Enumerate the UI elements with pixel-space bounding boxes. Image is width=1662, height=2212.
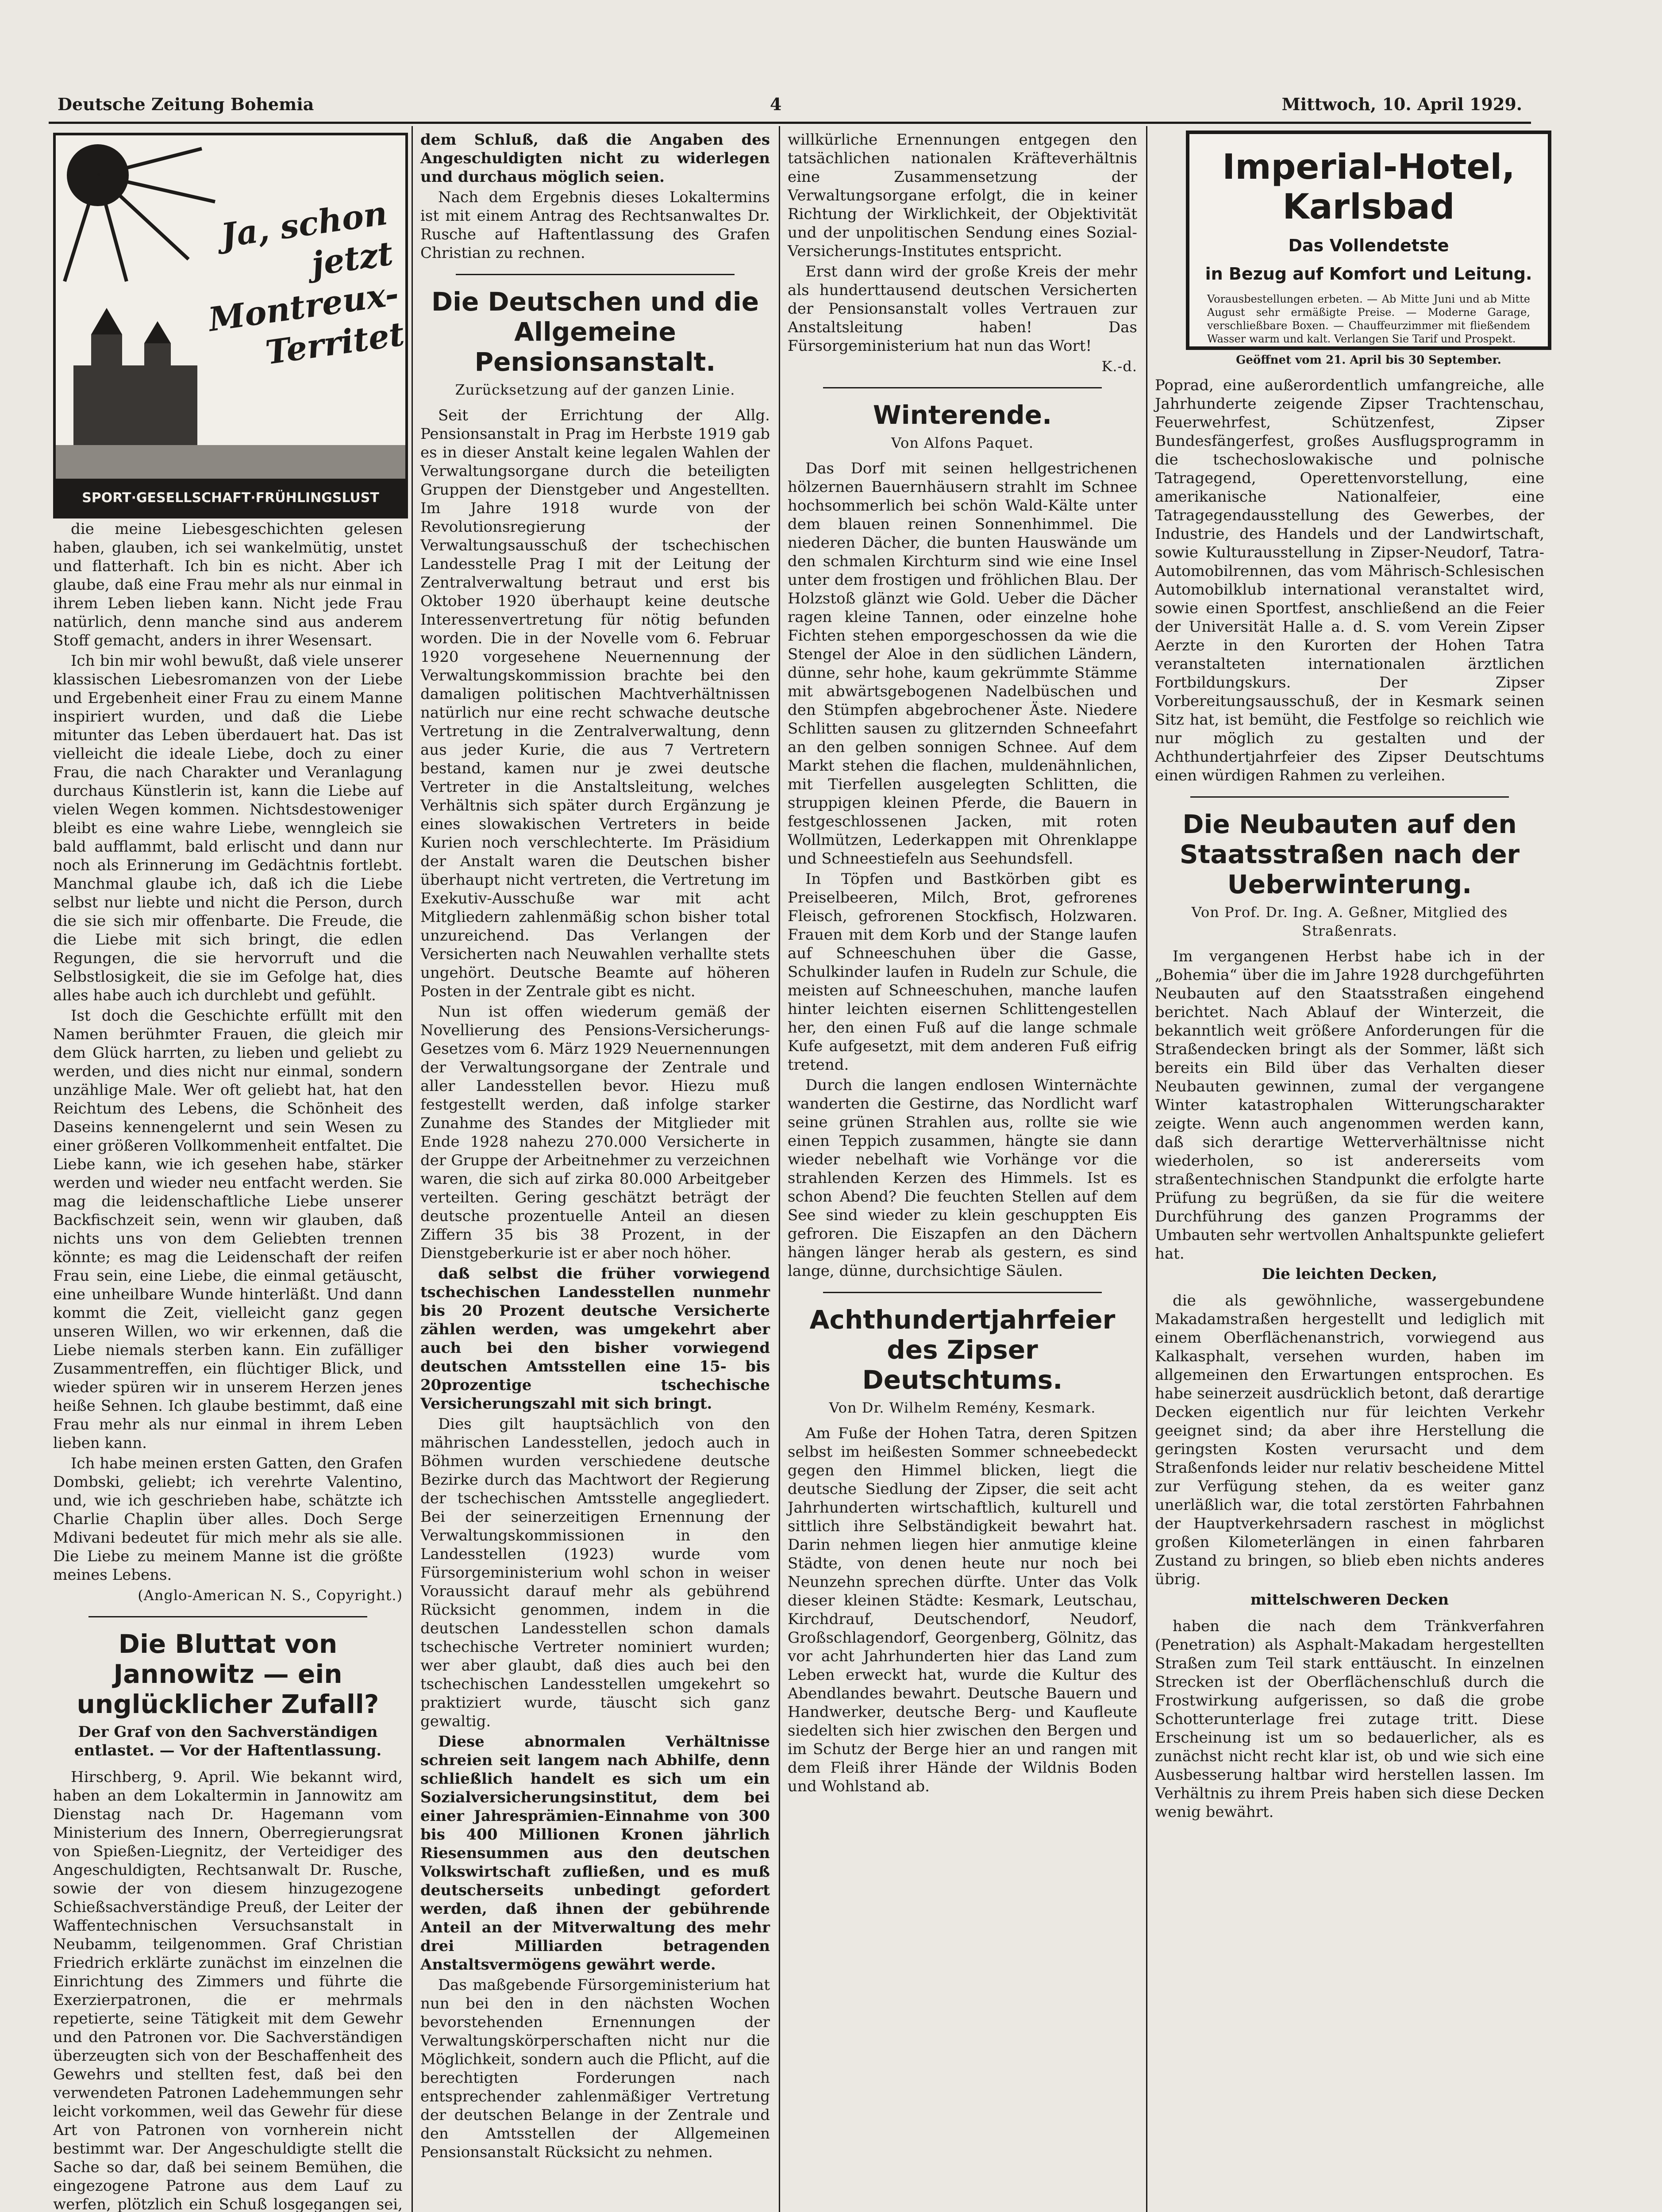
byline-remeny: Von Dr. Wilhelm Remény, Kesmark.: [829, 1399, 1096, 1416]
paragraph: Ich bin mir wohl bewußt, daß viele unserer klassischen Liebesromanzen von der Liebe und Ergebenheit einer Frau zu einem Manne inspiriert wurden, und daß die Liebe mitunter das Leben überdauert hat. Das ist vielleicht die ideale Liebe, doch zu einer Frau, die nach Charakter und Veranlagung durchaus Künstlerin ist, kann die Liebe auf vielen Wegen kommen. Nichtsdestoweniger bleibt es eine wahre Liebe, wenngleich sie bald aufflammt, bald erlischt und dann nur noch als Erinnerung im Gedächtnis fortlebt. Manchmal glaube ich, daß ich die Liebe selbst nur liebte und nicht die Person, durch die sie sich mir offenbarte. Die Freude, die die Liebe mit sich bringt, die edlen Regungen, die sie hervorruft und die Selbstlosigkeit, die sie im Gefolge hat, dies alles habe auch ich durchlebt und gefühlt.: [53, 652, 403, 1004]
article-divider: [823, 1292, 1102, 1293]
paragraph: dem Schluß, daß die Angaben des Angeschuldigten nicht zu widerlegen und durchaus möglich seien.: [420, 131, 770, 186]
paragraph: Erst dann wird der große Kreis der mehr als hunderttausend deutschen Versicherten der Pensionsanstalt volles Vertrauen zur Anstaltsleitung haben! Das Fürsorgeministerium hat nun das Wort!: [788, 263, 1137, 355]
hotel-tagline-2: in Bezug auf Komfort und Leitung.: [1205, 264, 1532, 284]
page-number: 4: [770, 94, 782, 114]
paragraph: Am Fuße der Hohen Tatra, deren Spitzen selbst im heißesten Sommer schneebedeckt gegen den Himmel blicken, liegt die deutsche Siedlung der Zipser, die seit acht Jahrhunderten wirtschaftlich, kulturell und sittlich ihre Selbständigkeit bewahrt hat. Darin nehmen liegen hier anmutige kleine Städte, von denen heute nur noch bei Neunzehn sprechen dürfte. Unter das Volk dieser kleinen Städte: Kesmark, Leutschau, Kirchdrauf, Deutschendorf, Neudorf, Großschlagendorf, Georgenberg, Gölnitz, das vor acht Jahrhunderten hier das Land zum Leben erweckt hat, wurde die Kultur des Abendlandes bewahrt. Deutsche Bauern und Handwerker, deutsche Berg- und Kaufleute siedelten sich hier zwischen den Bergen und im Schutz der Berge hier an und rangen mit dem Fleiß ihrer Hände der Wildnis Boden und Wohlstand ab.: [788, 1425, 1137, 1795]
article-divider: [823, 387, 1102, 388]
paragraph: Ich habe meinen ersten Gatten, den Grafen Dombski, geliebt; ich verehrte Valentino, und, wie ich geschrieben habe, schätzte ich Charlie Chaplin über alles. Doch Serge Mdivani bedeutet für mich mehr als sie alle. Die Liebe zu meinem Manne ist die größte meines Lebens.: [53, 1455, 403, 1584]
bold-paragraph: Diese abnormalen Verhältnisse schreien seit langem nach Abhilfe, denn schließlich handelt es sich um ein Sozialversicherungsinstitut, dem bei einer Jahresprämien-Einnahme von 300 bis 400 Millionen Kronen jährlich Riesensummen aus den deutschen Volkswirtschaft zufließen, und es muß deutscherseits unbedingt gefordert werden, daß ihnen der gebührende Anteil an der Mitverwaltung des mehr drei Milliarden betragenden Anstaltsvermögens gewährt werde.: [420, 1733, 770, 1974]
hotel-tagline: Das Vollendetste: [1288, 236, 1449, 255]
subheadline-jannowitz: Der Graf von den Sachverständigen entlastet. — Vor der Haftentlassung.: [74, 1723, 382, 1759]
hotel-details: Vorausbestellungen erbeten. — Ab Mitte Juni und ab Mitte August sehr ermäßigte Preise. — Moderne Garage, verschließbare Boxen. — Chauffeurzimmer mit fließendem Wasser warm und kalt. Verlangen Sie Tarif und Prospekt.: [1207, 293, 1530, 345]
paragraph: die meine Liebesgeschichten gelesen haben, glauben, ich sei wankelmütig, unstet und flatterhaft. Ich bin es nicht. Aber ich glaube, daß eine Frau mehr als nur einmal in ihrem Leben lieben kann. Nicht jede Frau natürlich, denn manche sind aus anderem Stoff gemacht, anders in ihrer Wesensart.: [53, 520, 403, 649]
paragraph: Poprad, eine außerordentlich umfangreiche, alle Jahrhunderte zeigende Zipser Trachtenschau, Feuerwehrfest, Schützenfest, Zipser Bundesfängerfest, großes Ausflugsprogramm in die tschechoslowakische und polnische Tatragegend, Operettenvorstellung, eine amerikanische Nationalfeier, eine Tatragegendausstellung des Gewerbes, der Industrie, des Handels und der Landwirtschaft, sowie Kulturausstellung in Zipser-Neudorf, Tatra-Automobilrennen, das vom Mährisch-Schlesischen Automobilklub international veranstaltet wird, sowie einen Sportfest, anschließend an die Feier der Universität Halle a. d. S. vom Verein Zipser Aerzte in den Kurorten der Hohen Tatra veranstalteten internationalen ärztlichen Fortbildungskurs. Der Zipser Vorbereitungsausschuß, der in Kesmark seinen Sitz hat, ist bemüht, die Festfolge so reichlich wie nur möglich zu gestalten und der Achthundertjahrfeier des Zipser Deutschtums einen würdigen Rahmen zu verleihen.: [1155, 376, 1544, 784]
column-rule: [412, 126, 413, 2212]
paragraph: Das maßgebende Fürsorgeministerium hat nun bei den in den nächsten Wochen bevorstehenden Ernennungen der Verwaltungskörperschaften nicht nur die Möglichkeit, sondern auch die Pflicht, auf die berechtigten Forderungen nach entsprechender zahlenmäßiger Vertretung der deutschen Belange in der Zentrale und den Amtsstellen der Allgemeinen Pensionsanstalt Rücksicht zu nehmen.: [420, 1976, 770, 2161]
paragraph: Seit der Errichtung der Allg. Pensionsanstalt in Prag im Herbste 1919 gab es in dieser Anstalt keine legalen Wahlen der Verwaltungsorgane durch die beteiligten Gruppen der Dienstgeber und Angestellten. Im Jahre 1918 wurde von der Revolutionsregierung der Verwaltungsausschuß der tschechischen Landesstelle Prag I mit der Leitung der Zentralverwaltung betraut und erst bis Oktober 1920 überhaupt keine deutsche Interessenvertretung für nötig befunden worden. Die in der Novelle vom 6. Februar 1920 vorgesehene Neuernennung der Verwaltungskommission brachte bei den damaligen politischen Machtverhältnissen natürlich nur eine recht schwache deutsche Vertretung in die Zentralverwaltung, denn aus jeder Kurie, die aus 7 Vertretern bestand, kamen nur je zwei deutsche Vertreter in die Anstaltsleitung, welches Verhältnis sich später durch Ergänzung je eines slowakischen Vertreters in beide Kurien noch verschlechterte. Im Präsidium der Anstalt waren die Deutschen bisher überhaupt nicht vertreten, die Vertretung im Exekutiv-Ausschuße war mit acht Mitgliedern zahlenmäßig schon bisher total unzureichend. Das Verlangen der Versicherten nach Neuwahlen verhallte stets ungehört. Deutsche Beamte auf höheren Posten in der Zentrale gibt es nicht.: [420, 407, 770, 1000]
column-1: [53, 520, 403, 2212]
column-4: [1155, 376, 1544, 2212]
section-heading: Die leichten Decken,: [1262, 1265, 1438, 1283]
article-divider: [88, 1616, 367, 1617]
section-heading: mittelschweren Decken: [1250, 1591, 1449, 1609]
signature: K.-d.: [1101, 358, 1137, 375]
paragraph: Nun ist offen wiederum gemäß der Novellierung des Pensions-Versicherungs-Gesetzes vom 6. März 1929 Neuernennungen der Verwaltungsorgane der Zentrale und aller Landesstellen bevor. Hiezu muß festgestellt werden, daß infolge starker Zunahme des Standes der Mitglieder mit Ende 1928 nahezu 270.000 Versicherte in der Gruppe der Arbeitnehmer zu verzeichnen waren, die sich auf zirka 80.000 Arbeitgeber verteilten. Gering geschätzt beträgt der deutsche prozentuelle Anteil an diesen Ziffern 35 bis 38 Prozent, in der Dienstgeberkurie ist er aber noch höher.: [420, 1003, 770, 1262]
byline-gessner: Von Prof. Dr. Ing. A. Geßner, Mitglied des Straßenrats.: [1191, 904, 1508, 939]
hotel-advertisement: [1186, 131, 1551, 367]
column-2: [420, 131, 770, 2212]
headline-winterende: Winterende.: [873, 400, 1052, 430]
hotel-name: Imperial-Hotel, Karlsbad: [1222, 147, 1515, 227]
paragraph: In Töpfen und Bastkörben gibt es Preiselbeeren, Milch, Brot, gefrorenes Fleisch, gefrorenen Stockfisch, Holzwaren. Frauen mit dem Korb und der Stange laufen auf Schneeschuhen über die Gasse, Schulkinder laufen in Rudeln zur Schule, die meisten auf Schneeschuhen, manche laufen hinter leichten eisernen Schlittengestellen her, den einen Fuß auf die lange schmale Kufe aufgesetzt, mit dem anderen Fuß eifrig tretend.: [788, 870, 1137, 1074]
headline-zipser: Achthundertjahrfeier des Zipser Deutschtums.: [809, 1305, 1116, 1395]
paragraph: Hirschberg, 9. April. Wie bekannt wird, haben an dem Lokaltermin in Jannowitz am Dienstag nach Dr. Hagemann vom Ministerium des Innern, Oberregierungsrat von Spießen-Liegnitz, der Verteidiger des Angeschuldigten, Rechtsanwalt Dr. Rusche, sowie der von diesem hinzugezogene Schießsachverständige Preuß, der Leiter der Waffentechnischen Versuchsanstalt in Neubamm, teilgenommen. Graf Christian Friedrich erklärte zunächst im einzelnen die Einrichtung des Zimmers und führte die Exerzierpatronen, die er mehrmals repetierte, seine Tätigkeit mit dem Gewehr und den Patronen vor. Die Sachverständigen überzeugten sich von der Beschaffenheit des Gewehrs und stellten fest, daß bei den verwendeten Patronen Ladehemmungen sehr leicht vorkommen, weil das Gewehr für diese Art von Patronen von vornherein nicht bestimmt war. Der Angeschuldigte stellt die Sache so dar, daß bei seinem Bemühen, die eingezogene Patrone aus dem Lauf zu werfen, plötzlich ein Schuß losgegangen sei,: [53, 1768, 403, 2212]
article-divider: [1190, 796, 1509, 798]
paragraph: haben die nach dem Tränkverfahren (Penetration) als Asphalt-Makadam hergestellten Straßen zum Teil stark enttäuscht. In einzelnen Strecken ist der Oberflächenschluß durch die Frostwirkung aufgerissen, so daß die grobe Schotterunterlage frei zutage tritt. Diese Erscheinung ist um so bedauerlicher, als es zunächst nicht recht klar ist, ob und wie sich eine Ausbesserung haltbar wird herstellen lassen. Im Verhältnis zu ihrem Preis haben sich diese Decken wenig bewährt.: [1155, 1617, 1544, 1821]
column-rule: [779, 126, 780, 2212]
column-rule: [1146, 126, 1147, 2212]
byline-paquet: Von Alfons Paquet.: [891, 434, 1034, 451]
subheadline-pensionsanstalt: Zurücksetzung auf der ganzen Linie.: [455, 381, 735, 398]
paragraph: Durch die langen endlosen Winternächte wanderten die Gestirne, das Nordlicht warf seine grünen Strahlen aus, rollte sie wie einen Teppich zusammen, hängte sie dann wieder nebelhaft wie Vorhänge vor die strahlenden Kerzen des Himmels. Ist es schon Abend? Die feuchten Stellen auf dem See sind wieder zu klein geschuppten Eis gefroren. Die Eiszapfen an den Dächern hängen länger herab als gestern, es sind lange, dünne, durchsichtige Säulen.: [788, 1076, 1137, 1280]
montreux-footer: SPORT·GESELLSCHAFT·FRÜHLINGSLUST: [56, 479, 405, 516]
paragraph: willkürliche Ernennungen entgegen den tatsächlichen nationalen Kräfteverhältnis eine Zusammensetzung der Verwaltungsorgane erfolgt, die in keiner Richtung der Wirklichkeit, der Objektivität und der unpolitischen Sendung eines Sozial-Versicherungs-Institutes entspricht.: [788, 131, 1137, 260]
montreux-advertisement: [53, 133, 408, 518]
paragraph: Im vergangenen Herbst habe ich in der „Bohemia“ über die im Jahre 1928 durchgeführten Neubauten auf den Staatsstraßen eingehend berichtet. Nach Ablauf der Winterzeit, die bekanntlich weit größere Anforderungen für die Straßendecken bringt als der Sommer, läßt sich bereits ein Bild über das Verhalten dieser Neubauten gewinnen, zumal der vergangene Winter katastrophalen Witterungscharakter zeigte. Wenn auch angenommen werden kann, daß sich derartige Wetterverhältnisse nicht wiederholen, so ist andererseits vom straßentechnischen Standpunkt die erfolgte harte Prüfung zu begrüßen, da sie für die weitere Durchführung des ganzen Programms der Umbauten sehr wertvollen Anhaltspunkte geliefert hat.: [1155, 948, 1544, 1263]
paper-name: Deutsche Zeitung Bohemia: [58, 94, 314, 114]
paragraph: Das Dorf mit seinen hellgestrichenen hölzernen Bauernhäusern strahlt im Schnee hochsommerlich bei schön Wald-Kälte unter dem blauen reinen Sonnenhimmel. Die niederen Dächer, die bunten Hauswände um den schmalen Kirchturm sind wie eine Insel unter dem frostigen und fröhlichen Blau. Der Holzstoß glänzt wie Gold. Ueber die Dächer ragen kleine Tannen, oder einzelne hohe Fichten stehen emporgeschossen da wie die Stengel der Aloe in den südlichen Ländern, dünne, sehr hohe, kaum gekrümmte Stämme mit abwärtsgebogenen Nadelbüschen und den Stümpfen abgebrochener Äste. Niedere Schlitten sausen zu glitzernden Schneefahrt an den gelben sonnigen Schnee. Auf dem Markt stehen die flachen, muldenähnlichen, mit Tierfellen ausgelegten Schlitten, die struppigen kleinen Pferde, die Bauern in festgeschlossenen Jacken, mit roten Wollmützen, Lederkappen mit Ohrenklappe und Schneestiefeln aus Seehundsfell.: [788, 460, 1137, 868]
bold-paragraph: daß selbst die früher vorwiegend tschechischen Landesstellen nunmehr bis 20 Prozent deutsche Versicherte zählen werden, was umgekehrt aber auch bei den bisher vorwiegend deutschen Amtsstellen eine 15- bis 20prozentige tschechische Versicherungszahl mit sich bringt.: [420, 1265, 770, 1413]
article-divider: [456, 274, 735, 275]
montreux-slogan: Ja, schon jetzt Montreux-Territet: [206, 194, 407, 373]
column-3: [788, 131, 1137, 2212]
headline-pensionsanstalt: Die Deutschen und die Allgemeine Pensionsanstalt.: [431, 287, 759, 377]
issue-date: Mittwoch, 10. April 1929.: [1281, 94, 1522, 114]
masthead: [49, 86, 1531, 124]
headline-jannowitz: Die Bluttat von Jannowitz — ein unglücklicher Zufall?: [77, 1629, 379, 1719]
paragraph: die als gewöhnliche, wassergebundene Makadamstraßen hergestellt und lediglich mit einem Oberflächenanstrich, vorwiegend aus Kalkasphalt, versehen wurden, haben im allgemeinen den Erwartungen entsprochen. Es habe seinerzeit ausdrücklich betont, daß derartige Decken eigentlich nur für leichten Verkehr geeignet sind; da aber ihre Herstellung die geringsten Kosten verursacht und dem Straßenfonds leider nur relativ bescheidene Mittel zur Verfügung stehen, da es weiter ganz unerläßlich war, die total zerstörten Fahrbahnen der Hauptverkehrsadern raschest in möglichst großen Kilometerlängen in einen fahrbaren Zustand zu bringen, so blieb eben nichts anderes übrig.: [1155, 1292, 1544, 1588]
credit-line: (Anglo-American N. S., Copyright.): [138, 1587, 403, 1604]
paragraph: Ist doch die Geschichte erfüllt mit den Namen berühmter Frauen, die gleich mir dem Glück harrten, zu lieben und geliebt zu werden, und dies nicht nur einmal, sondern unzählige Male. Wer oft geliebt hat, hat den Reichtum des Lebens, die Schönheit des Daseins kennengelernt und sein Wesen zu einer größeren Vollkommenheit entfaltet. Die Liebe kann, wie ich gesehen habe, stärker werden und wieder neu entfacht werden. Sie mag die leidenschaftliche Liebe unserer Backfischzeit sein, wenn wir glauben, daß nichts uns von dem Geliebten trennen könnte; es mag die Leidenschaft der reifen Frau sein, eine Liebe, die einmal getäuscht, eine unheilbare Wunde hinterläßt. Und dann kommt die Zeit, vielleicht ganz gegen unseren Willen, wo wir erkennen, daß die Liebe niemals sterben kann. Ein zufälliger Zusammentreffen, ein flüchtiger Blick, und wieder spüren wir in unserem Herzen jenes heiße Sehnen. Ich glaube bestimmt, daß eine Frau mehr als nur einmal in ihrem Leben lieben kann.: [53, 1007, 403, 1452]
hotel-season: Geöffnet vom 21. April bis 30 September.: [1236, 353, 1501, 367]
paragraph: Nach dem Ergebnis dieses Lokaltermins ist mit einem Antrag des Rechtsanwaltes Dr. Rusche auf Haftentlassung des Grafen Christian zu rechnen.: [420, 188, 770, 262]
paragraph: Dies gilt hauptsächlich von den mährischen Landesstellen, jedoch auch in Böhmen wurden verschiedene deutsche Bezirke durch das Machtwort der Regierung der tschechischen Amtsstelle angegliedert. Bei der seinerzeitigen Ernennung der Verwaltungskommissionen in den Landesstellen (1923) wurde vom Fürsorgeministerium wohl schon in weiser Voraussicht darauf mehr als gebührend Rücksicht genommen, indem in die deutschen Landesstellen schon damals tschechische Vertreter nominiert wurden; wer aber glaubt, daß dies auch bei den tschechischen Landesstellen umgekehrt so praktiziert wurde, täuscht sich ganz gewaltig.: [420, 1415, 770, 1730]
headline-neubauten: Die Neubauten auf den Staatsstraßen nach der Ueberwinterung.: [1179, 809, 1520, 899]
